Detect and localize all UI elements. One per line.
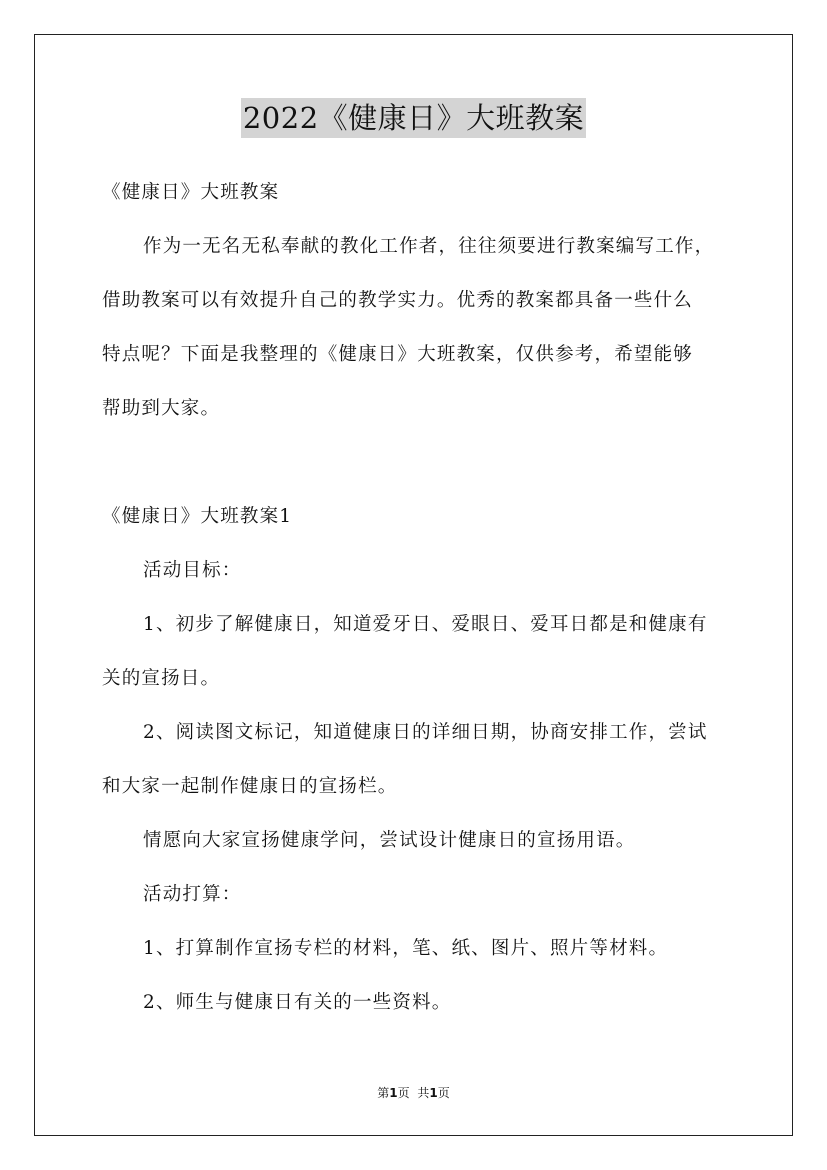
intro-line-1: 作为一无名无私奉献的教化工作者，往往须要进行教案编写工作，	[143, 236, 715, 257]
goals-label: 活动目标：	[143, 560, 242, 581]
title-container	[0, 98, 827, 138]
footer-total-suffix: 页	[437, 1086, 450, 1100]
intro-line-2: 借助教案可以有效提升自己的教学实力。优秀的教案都具备一些什么	[102, 290, 694, 311]
goal-3: 情愿向大家宣扬健康学问，尝试设计健康日的宣扬用语。	[143, 830, 636, 851]
goal-1-line-1: 1、初步了解健康日，知道爱牙日、爱眼日、爱耳日都是和健康有	[143, 614, 708, 635]
goal-2-line-2: 和大家一起制作健康日的宣扬栏。	[102, 776, 398, 797]
intro-line-3: 特点呢？下面是我整理的《健康日》大班教案，仅供参考，希望能够	[102, 344, 694, 365]
intro-line-4: 帮助到大家。	[102, 398, 221, 419]
footer-total-prefix: 共	[417, 1086, 430, 1100]
footer-page-number: 1	[389, 1086, 398, 1100]
prep-label: 活动打算：	[143, 884, 242, 905]
page-footer	[0, 1084, 827, 1102]
footer-page-suffix: 页	[397, 1086, 410, 1100]
section-heading: 《健康日》大班教案1	[102, 506, 293, 527]
document-title: 2022《健康日》大班教案	[241, 98, 586, 138]
prep-item-2: 2、师生与健康日有关的一些资料。	[143, 992, 452, 1013]
main-heading: 《健康日》大班教案	[102, 182, 280, 203]
footer-prefix: 第	[377, 1086, 390, 1100]
spacer	[102, 436, 732, 490]
footer-total-number: 1	[429, 1086, 438, 1100]
goal-2-line-1: 2、阅读图文标记，知道健康日的详细日期，协商安排工作，尝试	[143, 722, 708, 743]
document-body	[102, 166, 732, 1030]
prep-item-1: 1、打算制作宣扬专栏的材料，笔、纸、图片、照片等材料。	[143, 938, 669, 959]
goal-1-line-2: 关的宣扬日。	[102, 668, 221, 689]
